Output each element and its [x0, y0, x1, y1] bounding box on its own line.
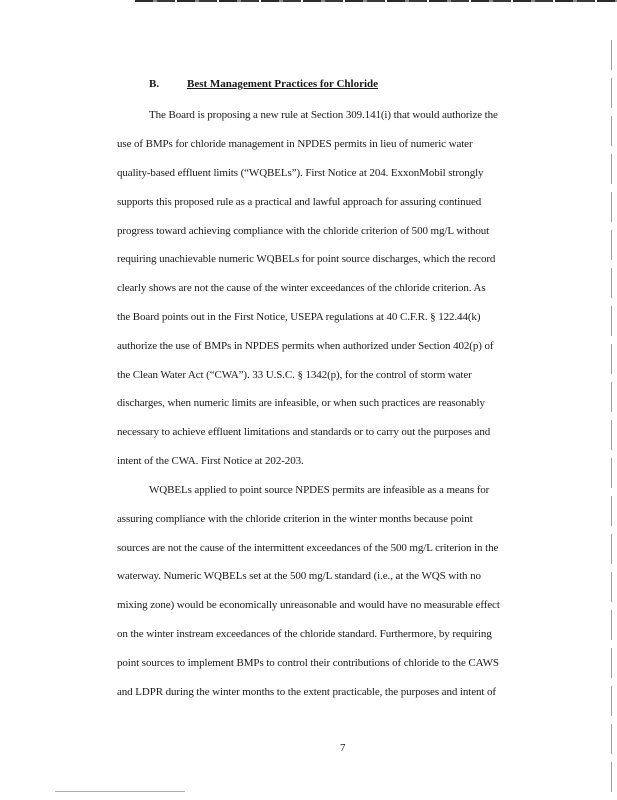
- section-heading: [149, 78, 378, 90]
- page-number: 7: [340, 742, 346, 754]
- paragraph-line: discharges, when numeric limits are infeasible, or when such practices are reasonably: [117, 397, 485, 409]
- paragraph-line: progress toward achieving compliance with the chloride criterion of 500 mg/L without: [117, 225, 490, 237]
- paragraph-line: necessary to achieve effluent limitations and standards or to carry out the purposes and: [117, 426, 491, 438]
- paragraph-line: assuring compliance with the chloride criterion in the winter months because point: [117, 513, 473, 525]
- paragraph-line: on the winter instream exceedances of the chloride standard. Furthermore, by requiring: [117, 628, 492, 640]
- scan-artifact-right: [611, 40, 612, 800]
- paragraph-line: supports this proposed rule as a practical and lawful approach for assuring continued: [117, 196, 482, 208]
- paragraph-line: and LDPR during the winter months to the extent practicable, the purposes and intent of: [117, 686, 496, 698]
- scan-artifact-bottom: [55, 791, 185, 792]
- paragraph-line: use of BMPs for chloride management in NPDES permits in lieu of numeric water: [117, 138, 473, 150]
- paragraph-line: quality-based effluent limits (“WQBELs”). First Notice at 204. ExxonMobil strongly: [117, 167, 484, 179]
- paragraph-line: sources are not the cause of the intermittent exceedances of the 500 mg/L criterion in the: [117, 542, 499, 554]
- paragraph-line: the Clean Water Act (“CWA”). 33 U.S.C. § 1342(p), for the control of storm water: [117, 369, 472, 381]
- paragraph-line: clearly shows are not the cause of the winter exceedances of the chloride criterion. As: [117, 282, 486, 294]
- paragraph-line: requiring unachievable numeric WQBELs for point source discharges, which the record: [117, 253, 496, 265]
- paragraph-line: authorize the use of BMPs in NPDES permits when authorized under Section 402(p) of: [117, 340, 494, 352]
- paragraph-line: The Board is proposing a new rule at Section 309.141(i) that would authorize the: [149, 109, 498, 121]
- paragraph-line: mixing zone) would be economically unreasonable and would have no measurable effect: [117, 599, 500, 611]
- paragraph-line: WQBELs applied to point source NPDES permits are infeasible as a means for: [149, 484, 490, 496]
- paragraph-line: waterway. Numeric WQBELs set at the 500 mg/L standard (i.e., at the WQS with no: [117, 570, 481, 582]
- paragraph-line: intent of the CWA. First Notice at 202-203.: [117, 455, 304, 467]
- paragraph-line: point sources to implement BMPs to control their contributions of chloride to the CAWS: [117, 657, 499, 669]
- section-letter: B.: [149, 78, 160, 90]
- scan-artifact-top: [135, 0, 617, 2]
- section-title: Best Management Practices for Chloride: [187, 78, 379, 90]
- paragraph-line: the Board points out in the First Notice, USEPA regulations at 40 C.F.R. § 122.44(k): [117, 311, 481, 323]
